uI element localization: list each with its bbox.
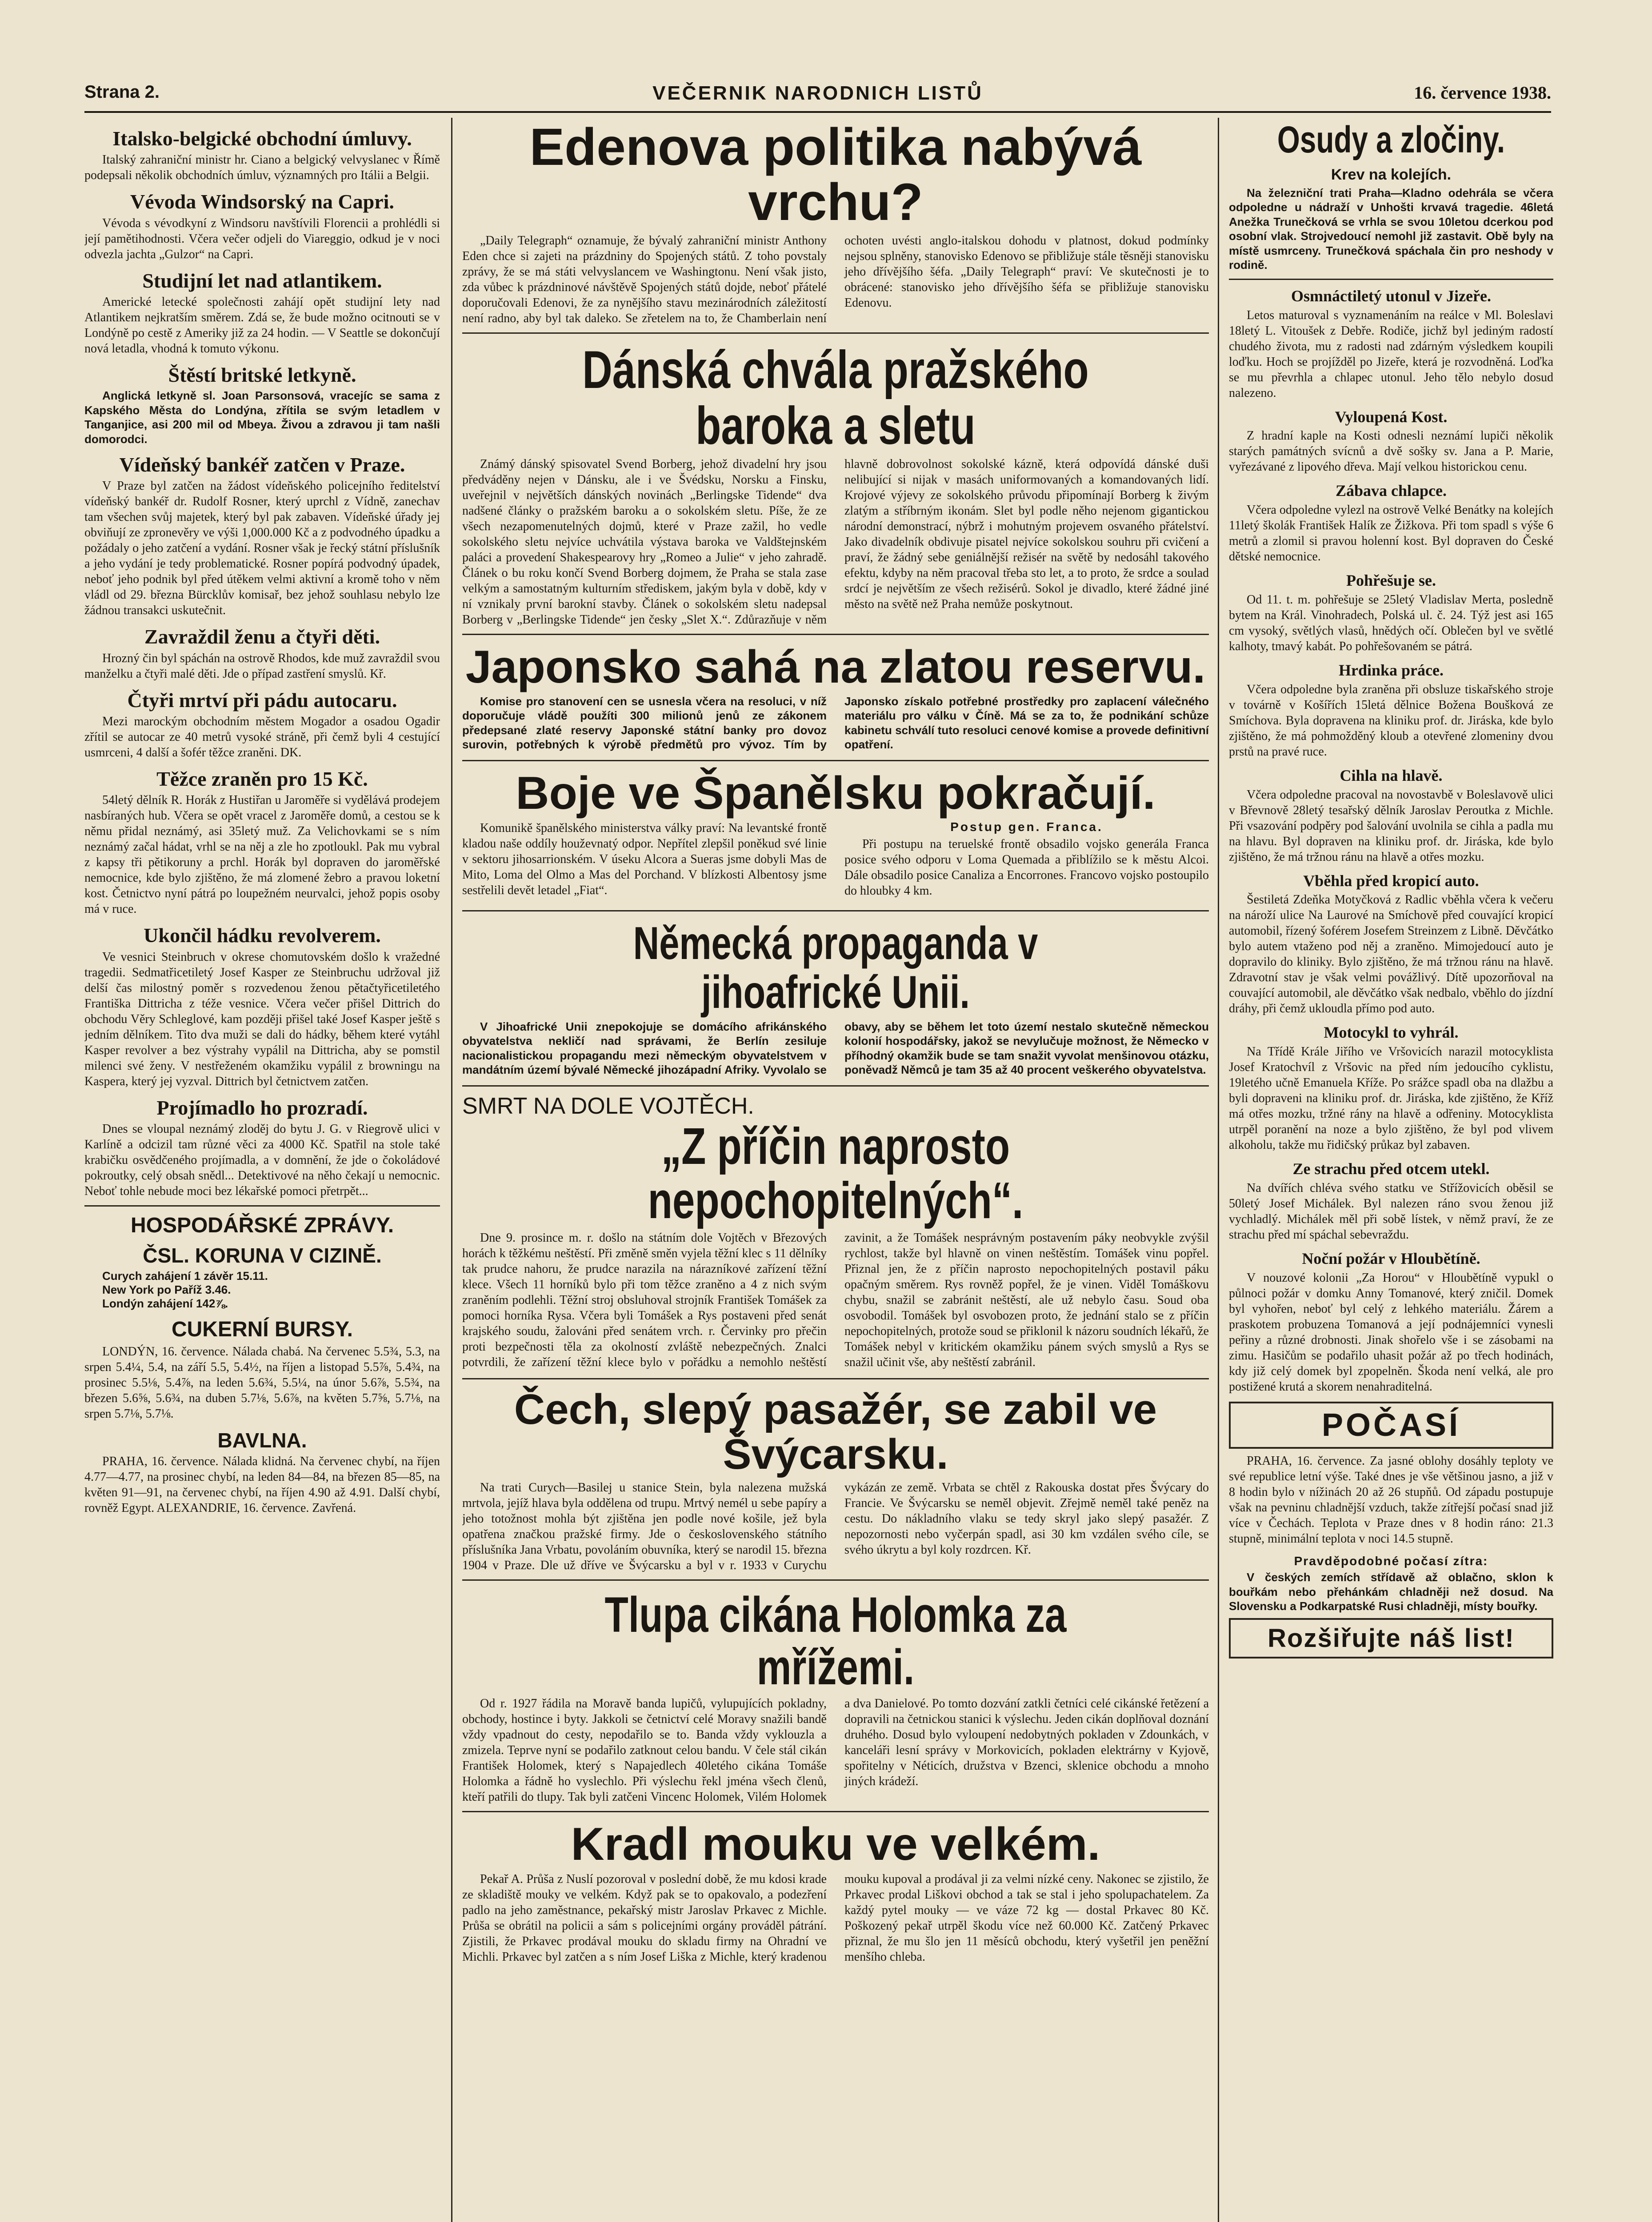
right-article-headline: Cihla na hlavě. xyxy=(1340,766,1443,784)
left-article-text: Anglická letkyně sl. Joan Parsonsová, vracejíc se sama z Kapského Města do Londýna, zřítila se svým letadlem v Tanganjice, asi 200 mil od Mbeya. Živou a zdravou ji tam našli domorodci. xyxy=(84,389,440,446)
econ-title: HOSPODÁŘSKÉ ZPRÁVY. xyxy=(130,1213,394,1237)
weather-text: PRAHA, 16. července. Za jasné oblohy dosáhly teploty ve své republice letní výše. Také dnes je vše většinou jasno, a již v 8 hodin bylo v nížinách 20 až 26 stupňů. Od západu postupuje však na pevninu chladnější vzduch, takže zítřejší počasí snad již více v Čechách. Teplota v Praze dnes v 8 hodin ráno: 21.3 stupně, minimální teplota v noci 14.5 stupně. xyxy=(1229,1454,1553,1546)
left-article-headline: Studijní let nad atlantikem. xyxy=(142,269,382,292)
subhead-franco: Postup gen. Franca. xyxy=(950,820,1103,834)
article-stowaway: Na trati Curych—Basilej u stanice Stein, byla nalezena mužská mrtvola, jejíž hlava byla oddělena od trupu. Mrtvý nemél u sebe papíry a jeho totožnost mohla být zjištěna jen podle nové košile, jež byla opatřena značkou pražské firmy. Jde o československého státního příslušníka Jana Vrbatu, povoláním obuvníka, který se narodil 15. března 1904 v Praze. Dle už dříve ve Švýcarsku a byl v r. 1933 v Curychu vykázán ze země. Vrbata se chtěl z Rakouska dostat přes Švýcary do Francie. Ve Švýcarsku se neměl objevit. Zřejmě neměl také peněz na cestu. Do nákladního vlaku se tedy skryl jako slepý pasažér. Z nepozornosti nebo vyčerpán spadl, asi 30 km vzdálen svého cíle, se svého úkrytu a byl koly rozdrcen. Kř. xyxy=(462,1480,1209,1572)
left-article-headline: Vévoda Windsorský na Capri. xyxy=(130,190,394,213)
headline-holomek: Tlupa cikána Holomka za mřížemi. xyxy=(604,1587,1067,1695)
separator xyxy=(1229,279,1553,280)
headline-propaganda: Německá propaganda v jihoafrické Unii. xyxy=(633,918,1038,1018)
left-article-headline: Těžce zraněn pro 15 Kč. xyxy=(156,767,368,791)
right-article-headline: Motocykl to vyhrál. xyxy=(1324,1023,1459,1042)
separator xyxy=(462,634,1209,635)
right-article-headline: Zábava chlapce. xyxy=(1335,482,1447,500)
left-column xyxy=(84,120,440,2222)
right-article-text: Z hradní kaple na Kosti odnesli neznámí lupiči několik starých památných svícnů a dvě sošky sv. Jana a P. Marie, vyřezávané z lipového dřeva. Mají velkou historickou cenu. xyxy=(1229,429,1553,474)
right-article-text: Letos maturoval s vyznamenáním na reálce v Ml. Boleslavi 18letý L. Vitoušek z Debře. Rodiče, jichž byl jediným radostí chudého života, mu z radosti nad zdárným výsledkem koupili loďku. Hoch se projížděl po Jizeře, která je rozvodněná. Loďka se mu převrhla a chlapec utonul. Jeho tělo nebylo dosud nalezeno. xyxy=(1229,308,1553,400)
right-article-headline: Hrdinka práce. xyxy=(1338,661,1444,679)
left-article-text: Italský zahraniční ministr hr. Ciano a belgický velvyslanec v Římě podepsali několik obchodních úmluv, významných pro Itálii a Belgii. xyxy=(84,153,440,183)
right-article-text: Na Třídě Krále Jiřího ve Vršovicích narazil motocyklista Josef Kratochvíl z Vršovic na před ním jedoucího cyklistu, 19letého učně Emanuela Kříže. Po srážce spadl oba na dlažbu a byli dopraveni na kliniku prof. dr. Jiráska, kde zjištěno, že Kříž má otřes mozku, tržné rány na hlavě a odřeniny. Motocyklista utrpěl poranění na noze a bylo zjištěno, že byl pod vlivem alkoholu, takže mu řidičský průkaz byl zabaven. xyxy=(1229,1045,1553,1152)
left-article-headline: Zavraždil ženu a čtyři děti. xyxy=(144,625,380,648)
econ-subtitle: ČSL. KORUNA V CIZINĚ. xyxy=(143,1244,382,1267)
right-article-headline: Ze strachu před otcem utekl. xyxy=(1292,1160,1490,1178)
article-blood-on-rails: Na železniční trati Praha—Kladno odehrála se včera odpoledne u nádraží v Unhošti krvavá tragedie. 46letá Anežka Trunečková se vrhla se svou 10letou dcerkou pod osobní vlak. Strojvedoucí nemohl již zastavit. Obě byly na místě usmrceny. Trunečková spáchala čin pro neshody v rodině. xyxy=(1229,186,1553,272)
currency-line: Londýn zahájení 142⅞. xyxy=(102,1297,228,1311)
left-article-headline: Vídeňský bankéř zatčen v Praze. xyxy=(119,453,405,476)
separator xyxy=(84,1205,440,1207)
cotton-title: BAVLNA. xyxy=(217,1428,307,1452)
article-holomek: Od r. 1927 řádila na Moravě banda lupičů, vylupujících pokladny, obchody, hostince i byty. Jakkoli se četnictví celé Moravy snažili bandě vždy vpadnout do cesty, nepodařilo se to. Banda vždy vyklouzla a zmizela. Teprve nyní se podařilo zatknout celou bandu. V čele stál cikán František Holomek, který s Napajedlech 40letého cikána Tomáše Holomka a řádně ho vyslechlo. Při výslechu řekl jména všech členů, kteří patřili do tlupy. Tak byli zatčeni Vincenc Holomek, Vilém Holomek a dva Danielové. Po tomto dozvání zatkli četníci celé cikánské řetězení a dopravili na četnickou stanici k výslechu. Jeden cikán doplňoval doznání druhého. Dosud bylo vyloupení nedobytných pokladen v Zdounkách, v kanceláři lesní správy v Morkovicích, pokladen elektrárny v Kyjově, spořitelny v Néticích, družstva v Bzenci, sklenice obchodu a mnoho jiných krádeží. xyxy=(462,1697,1209,1804)
weather-box-title: POČASÍ xyxy=(1229,1402,1553,1449)
separator xyxy=(462,1378,1209,1379)
article-spain: Komunikě španělského ministerstva války praví: Na levantské frontě kladou naše oddíly houževnatý odpor. Nepřítel zlepšil poněkud své linie v sektoru jihosarrionském. V úseku Alcora a Sueras jsme dobyli Mas de Mito, Loma del Olmo a Mas del Porchand. V blízkosti Albentosy jsme sestřelili devět letadel „Fiat“. Postup gen. Franca. Při postupu na teruelské frontě obsadilo vojsko generála Franca posice svého odporu v Loma Quemada a přiblížilo se k městu Alcoi. Dále obsadilo posice Canaliza a Encorrones. Francovo vojsko postoupilo do hloubky 4 km. xyxy=(462,820,1209,898)
issue-date: 16. července 1938. xyxy=(1414,83,1551,103)
article-danish: Známý dánský spisovatel Svend Borberg, jehož divadelní hry jsou předváděny nejen v Dánsku, ale i ve Švédsku, Norsku a Finsku, uveřejnil v největších dánských novinách „Berlingske Tidende“ dva nadšené články o pražském baroku a o sokolském sletu. Píše, že ze všech nezapomenutelných dojmů, které v Praze zažil, ho vedle sokolského sletu nejvíce uchvátila výstava baroka ve Valdštejnském paláci a provedení Shakespearovy hry „Romeo a Julie“ v jeho zahradě. Článek o bu roku končí Svend Borberg dojmem, že Praha se stala zase velkým a samostatným kulturním střediskem, jakým byla v době, kdy v ní vznikaly první barokní stavby. Článek o sokolském sletu nadepsal Borberg v „Berlingske Tidende“ jen česky „Slet X.“. Zdůrazňuje v něm hlavně dobrovolnost sokolské kázně, která odpovídá dánské duši nelibující si nijak v masách uniformovaných a komandovaných lidí. Krojové výjevy ze sokolského průvodu připomínají Borberg k živým zlatým a stříbrným ikonám. Slet byl podle něho nejenom gigantickou národní demonstrací, nýbrž i mohutným projevem osvaného přátelství. Jako divadelník obdivuje pisatel nejvíce sokolskou souhru při cvičení a praví, že žádný sebe geniálnější režisér na světě by nedosáhl takového efektu, kdyby na něm pracoval třeba sto let, a to proto, že srdce a soulad srdcí je největším ze všech režisérů. Sokol je divadlo, které žádné jiné město na světě než Praha nemůže poskytnout. xyxy=(462,457,1209,627)
left-articles xyxy=(84,128,440,1199)
right-article-text: Včera odpoledne vylezl na ostrově Velké Benátky na kolejích 11letý školák František Halík ze Žižkova. Při tom spadl s výše 6 metrů a zlomil si pravou holenní kost. Byl dopraven do České dětské nemocnice. xyxy=(1229,503,1553,564)
right-article-headline: Noční požár v Hloubětíně. xyxy=(1302,1250,1480,1268)
right-article-headline: Vyloupená Kost. xyxy=(1335,408,1448,426)
left-article-headline: Štěstí britské letkyně. xyxy=(168,363,356,386)
separator xyxy=(462,1579,1209,1581)
forecast-text: V českých zemích střídavě až oblačno, sklon k bouřkám nebo přehánkám chladněji než dosud. Na Slovensku a Podkarpatské Rusi chladněji, místy bouřky. xyxy=(1229,1571,1553,1613)
right-article-headline: Pohřešuje se. xyxy=(1346,571,1436,590)
column-divider-right xyxy=(1218,118,1219,2222)
sugar-bourse-text: LONDÝN, 16. července. Nálada chabá. Na červenec 5.5¾, 5.3, na srpen 5.4¼, 5.4, na září 5.5, 5.4½, na říjen a listopad 5.5⅞, 5.4¾, na prosinec 5.5⅛, 5.4⅞, na leden 5.6¾, 5.5¼, na únor 5.6⅞, 5.5¾, na březen 5.6⅝, 5.6¾, na duben 5.7⅛, 5.6⅞, na květen 5.7⅝, 5.7⅛, na srpen 5.7⅛, 5.7⅛. xyxy=(84,1344,440,1421)
separator xyxy=(462,332,1209,334)
separator xyxy=(462,910,1209,911)
headline-flour: Kradl mouku ve velkém. xyxy=(571,1818,1100,1870)
left-article-text: V Praze byl zatčen na žádost vídeňského policejního ředitelství vídeňský bankéř dr. Rudolf Rosner, který uprchl z Vídně, zanechav tam všechen svůj majetek, který byl pak zabaven. Vídeňské úřady jej obviňují ze zpronevěry ve výši 1,000.000 Kč a z podvodného úpadku a požádaly o jeho zatčení a vydání. Rosner však je řecký státní příslušník a jeho vydání je tedy problematické. Rosner popírá podvodný úpadek, neboť jeho podnik byl před útěkem velmi aktivní a kromě toho v něm vládl od 29. března Bürcklův komisař, bez jehož souhlasu nebylo lze žádnou transakci uskutečnit. xyxy=(84,479,440,618)
right-article-headline: Vběhla před kropicí auto. xyxy=(1303,871,1479,890)
page-header xyxy=(84,82,1551,109)
article-propaganda: V Jihoafrické Unii znepokojuje se domácího afrikánského obyvatelstva nekličí nad správami, že Berlín zesiluje nacionalistickou propagandu mezi německým obyvatelstvem v mandátním území bývalé Německé jihozápadní Afriky. Vyvolalo se obavy, aby se během let toto území nestalo skutečně německou kolonií hospodářsky, jakož se nevylučuje možnost, že Německo v příhodný okamžik bude se tam snažit vyvolat menšinovou otázku, poněvadž Němců je tam 35 až 40 procent veškerého obyvatelstva. xyxy=(462,1019,1209,1077)
headline-spain: Boje ve Španělsku pokračují. xyxy=(516,767,1156,819)
left-article-text: Mezi marockým obchodním městem Mogador a osadou Ogadir zřítil se autocar ze 40 metrů vysoké stráně, při čemž byli 4 cestující usmrceni, 4 další a šofér těžce zraněni. DK. xyxy=(84,715,440,760)
headline-mine: „Z příčin naprosto nepochopitelných“. xyxy=(648,1117,1024,1229)
left-article-headline: Ukončil hádku revolverem. xyxy=(144,924,381,947)
section-title-crime: Osudy a zločiny. xyxy=(1277,120,1505,160)
article-mine: Dne 9. prosince m. r. došlo na státním dole Vojtěch v Březových horách k těžkému neštěstí. Při změně směn vyjela těžní klec s 11 dělníky tak prudce nahoru, že prudce narazila na nárazníkové zařízení těžní klece. Všech 11 horníků bylo při tom těžce zraněno a 4 z nich svým zraněním podlehli. Těžní stroj obsluhoval strojník František Tomášek za pomoci horníka Rysa. Včera byli Tomášek a Rys postaveni před senát krajského soudu, žalováni před senátem vrch. r. Červinky pro přečin proti bezpečnosti těla za okolností zvláště nebezpečných. Znalci potvrdili, že zařízení těžní klece bylo v pořádku a nemohlo neštěstí zavinit, a že Tomášek nesprávným postavením páky neobvykle zvýšil rychlost, takže byl hlavně on vinen neštěstím. Tomášek vinu popřel. Přiznal jen, že z příčin naprosto nepochopitelných postavil páku opačným směrem. Rys rovněž popřel, že je vinen. Viděl Tomáškovu chybu, snažil se zabránit neštěstí, ale už nebylo času. Soud oba osvobodil. Tomášek byl osvobozen proto, že jednání stalo se z příčin nepochopitelných, protože soud se přiklonil k názoru soudních lékařů, že Tomášek nebyl v kritickém okamžiku pánem svých smyslů a Rys se snažil učinit vše, aby neštěstí zabránil. xyxy=(462,1231,1209,1370)
kicker-mine: SMRT NA DOLE VOJTĚCH. xyxy=(462,1093,754,1119)
article-flour: Pekař A. Průša z Nuslí pozoroval v poslední době, že mu kdosi krade ze skladiště mouky ve velkém. Když pak se to opakovalo, a podezření padlo na jeho zaměstnance, pekařský mistr Jaroslav Prkavec z Michle. Průša se obrátil na policii a sám s policejními orgány prováděl pátrání. Zjistili, že Prkavec prodával mouku do skladu firmy na Ohradní ve Michli. Prkavec byl zatčen a s ním Josef Liška z Michle, který kradenou mouku kupoval a prodával ji za velmi nízké ceny. Nakonec se zjistilo, že Prkavec prodal Liškovi obchod a tak se stal i jeho spolupachatelem. Za každý pytel mouky — ve váze 72 kg — dostal Prkavec 80 Kč. Poškozený pekař utrpěl škodu více než 60.000 Kč. Zatčený Prkavec přiznal, že mu šlo jen 11 měsíců obchodu, který vyšetřil jen peněžní menšího chleba. xyxy=(462,1872,1209,1964)
cotton-text: PRAHA, 16. července. Nálada klidná. Na červenec chybí, na říjen 4.77—4.77, na prosinec chybí, na leden 84—84, na březen 85—85, na květen 91—91, na červenec chybí, na říjen 4.90 až 4.91. Další chybí, rovněž Egypt. ALEXANDRIE, 16. července. Zavřená. xyxy=(84,1454,440,1515)
promo-box: Rozšiřujte náš list! xyxy=(1229,1618,1553,1659)
subhead-blood-on-rails: Krev na kolejích. xyxy=(1331,166,1452,184)
left-article-text: Hrozný čin byl spáchán na ostrově Rhodos, kde muž zavraždil svou manželku a čtyři malé děti. Jde o případ zastření smyslů. Kř. xyxy=(84,651,440,681)
sugar-bourse-title: CUKERNÍ BURSY. xyxy=(171,1318,353,1342)
currency-line: Curych zahájení 1 závěr 15.11. xyxy=(102,1269,268,1283)
left-article-headline: Italsko-belgické obchodní úmluvy. xyxy=(112,127,412,150)
masthead-title: VEČERNIK NARODNICH LISTŮ xyxy=(652,82,983,104)
right-article-text: Šestiletá Zdeňka Motyčková z Radlic vběhla včera k večeru na nároží ulice Na Laurové na Smíchově před couvající kropicí automobil, řízený šoférem Josefem Streinzem z Libně. Děvčátko bylo autem vtaženo pod něj a zraněno. Mimojedoucí auto je dopravilo do kliniky. Bylo zjištěno, že má tržnou ránu na hlavě. Zdravotní stav je však velmi povážlivý. Dítě upozorňoval na couvající automobil, ale děvčátko však nedbalo, vběhlo do jízdní dráhy, při čemž ukloudla přímo pod auto. xyxy=(1229,893,1553,1016)
separator xyxy=(462,760,1209,761)
right-article-headline: Osmnáctiletý utonul v Jizeře. xyxy=(1291,287,1491,305)
page-number: Strana 2. xyxy=(84,82,160,102)
right-article-text: Od 11. t. m. pohřešuje se 25letý Vladislav Merta, posledně bytem na Král. Vinohradech, Polská ul. č. 24. Týž jest asi 165 cm vysoký, světlých vlasů, hnědých očí. Oblečen byl ve světlé kalhoty, tmavý kabát. Po pohřešovaném se pátrá. xyxy=(1229,593,1553,654)
currency-line: New York po Paříž 3.46. xyxy=(102,1283,231,1296)
right-articles xyxy=(1229,288,1553,1395)
headline-stowaway: Čech, slepý pasažér, se zabil ve Švýcarsku. xyxy=(514,1386,1157,1479)
currency-lines xyxy=(84,1269,440,1311)
left-article-text: Vévoda s vévodkyní z Windsoru navštívili Florencii a prohlédli si její pamětihodnosti. Včera večer odjeli do Viareggio, odkud je v noci odvezla jachta „Gulzor“ na Capri. xyxy=(84,216,440,261)
headline-danish: Dánská chvála pražského baroka a sletu xyxy=(582,340,1089,456)
headline-eden: Edenova politika nabývá vrchu? xyxy=(529,120,1142,232)
right-article-text: Včera odpoledne byla zraněna při obsluze tiskařského stroje v továrně v Košířích 15letá dělnice Božena Boušková ze Smíchova. Byla dopravena na kliniku prof. dr. Jiráska, kde bylo zjištěno, že má pohmožděný kloub a otevřené zlomeniny dvou prstů na pravé ruce. xyxy=(1229,682,1553,759)
article-japan: Komise pro stanovení cen se usnesla včera na resoluci, v níž doporučuje vládě použíti 300 milionů jenů ze zákonem předepsané zlaté reservy Japonské státní banky pro dovoz surovin, potřebných k výrobě předmětů pro vývoz. Tím by Japonsko získalo potřebné prostředky pro zaplacení válečného materiálu pro válku v Číně. Má se za to, že podnikání schůze kabinetu schválí tuto resoluci cenové komise a provede definitivní opatření. xyxy=(462,694,1209,751)
forecast-title: Pravděpodobné počasí zítra: xyxy=(1294,1554,1488,1568)
left-article-headline: Čtyři mrtví při pádu autocaru. xyxy=(127,688,397,711)
left-article-text: 54letý dělník R. Horák z Hustiřan u Jaroměře si vydělává prodejem nasbíraných hub. Včera se opět vracel z Jaroměře domů, a cestou se k němu přidal neznámý, asi 35letý muž. Za Velichovkami se s ním neznámý začal hádat, vrhl se na něj a zle ho zpotloukl. Pak mu vybral z kapsy tři pětikoruny a prchl. Horák byl dopraven do jaroměřské nemocnice, kde bylo zjištěno, že má zlomené žebro a pravou loketní kost. Četnictvo nyní pátrá po loupežném neurvalci, jehož popis osoby má v ruce. xyxy=(84,793,440,916)
right-column xyxy=(1229,120,1553,2222)
left-article-headline: Projímadlo ho prozradí. xyxy=(156,1096,368,1119)
header-rule xyxy=(84,111,1551,113)
right-article-text: Včera odpoledne pracoval na novostavbě v Boleslavově ulici v Břevnově 28letý tesařský dělník Jaroslav Peroutka z Michle. Při vsazování podpěry pod šalování uvolnila se cihla a padla mu na hlavu. Byl dopraven na kliniku prof. dr. Jiráska, kde bylo zjištěno, že má tržnou ránu na hlavě a otřes mozku. xyxy=(1229,787,1553,864)
left-article-text: Ve vesnici Steinbruch v okrese chomutovském došlo k vražedné tragedii. Sedmatřicetiletý Josef Kasper ze Steinbruchu udržoval již delší čas milostný poměr s rozvedenou ženou pětačtyřicetiletého Františka Dittricha z téže vesnice. Včera večer přišel Dittrich do obchodu Věry Schleglové, kam později přišel také Josef Kasper ještě s jedním dělníkem. Tito dva muži se dali do hádky, během které vytáhl Kasper revolver a bez výstrahy vypálil na Dittricha, aby se pomstil milenci své ženy. V nestřeženém okamžiku vypálil z browningu na Kaspera, který jej vyzval. Dittrich byl četnictvem zatčen. xyxy=(84,950,440,1088)
separator xyxy=(462,1085,1209,1087)
right-article-text: V nouzové kolonii „Za Horou“ v Hloubětíně vypukl o půlnoci požár v domku Anny Tomanové, který zničil. Domek byl vyhořen, neboť byl celý z lehkého materiálu. Žárem a praskotem probuzena Tomanová a její podnájemníci vynesli peřiny a různé drobnosti. Jinak shořelo vše i se zásobami na zimu. Hasičům se podařilo uhasit požár až po třech hodinách, kdy již celý domek byl zpopelněn. Škoda není velká, ale pro postižené krutá a skorem nenahraditelná. xyxy=(1229,1271,1553,1394)
article-eden: „Daily Telegraph“ oznamuje, že bývalý zahraniční ministr Anthony Eden chce si zajeti na prázdniny do Spojených států. Z toho povstaly zprávy, že se má státi velvyslancem ve Washingtonu. Není však jisto, zda vůbec k prázdninové návštěvě Spojených států dojde, neboť přátelé doporučovali Edenovi, že za nynějšího stavu mezinárodních záležitostí není radno, aby byl tak daleko. Se zřetelem na to, že Chamberlain není ochoten uvésti anglo-italskou dohodu v platnost, dokud podmínky nejsou splněny, stanovisko Edenovo se přibližuje stále těsněji stanovisku jeho dřívějšího šéfa. „Daily Telegraph“ praví: Ve skutečnosti je to obrácené: stanovisko jeho dřívějšího šéfa se přibližuje stanovisku Edenovu. xyxy=(462,233,1209,325)
column-divider-left xyxy=(451,118,452,2222)
center-column xyxy=(462,120,1209,2222)
right-article-text: Na dvířích chléva svého statku ve Střížovicích oběsil se 50letý Josef Michálek. Byl nalezen ráno svou ženou již vychladlý. Michálek měl při sobě lístek, v němž praví, že ze strachu před mí spáchal sebevraždu. xyxy=(1229,1181,1553,1242)
left-article-text: Americké letecké společnosti zahájí opět studijní lety nad Atlantikem nejkratším směrem. Zdá se, že bude možno ocitnouti se v Londýně po cestě z Ameriky již za 24 hodin. — V Seattle se dokončují nová letadla, vhodná k tomuto výkonu. xyxy=(84,295,440,356)
separator xyxy=(462,1811,1209,1812)
left-article-text: Dnes se vloupal neznámý zloděj do bytu J. G. v Riegrově ulici v Karlíně a odcizil tam různé věci za 4000 Kč. Spatřil na stole také krabičku osvědčeného projímadla, a v domnění, že jde o čokoládové pokroutky, celý obsah snědl... Detektivové na něho čekají u nemocnic. Neboť tohle nebude moci bez lékařské pomoci přetrpět... xyxy=(84,1122,440,1198)
headline-japan: Japonsko sahá na zlatou reservu. xyxy=(465,641,1206,693)
